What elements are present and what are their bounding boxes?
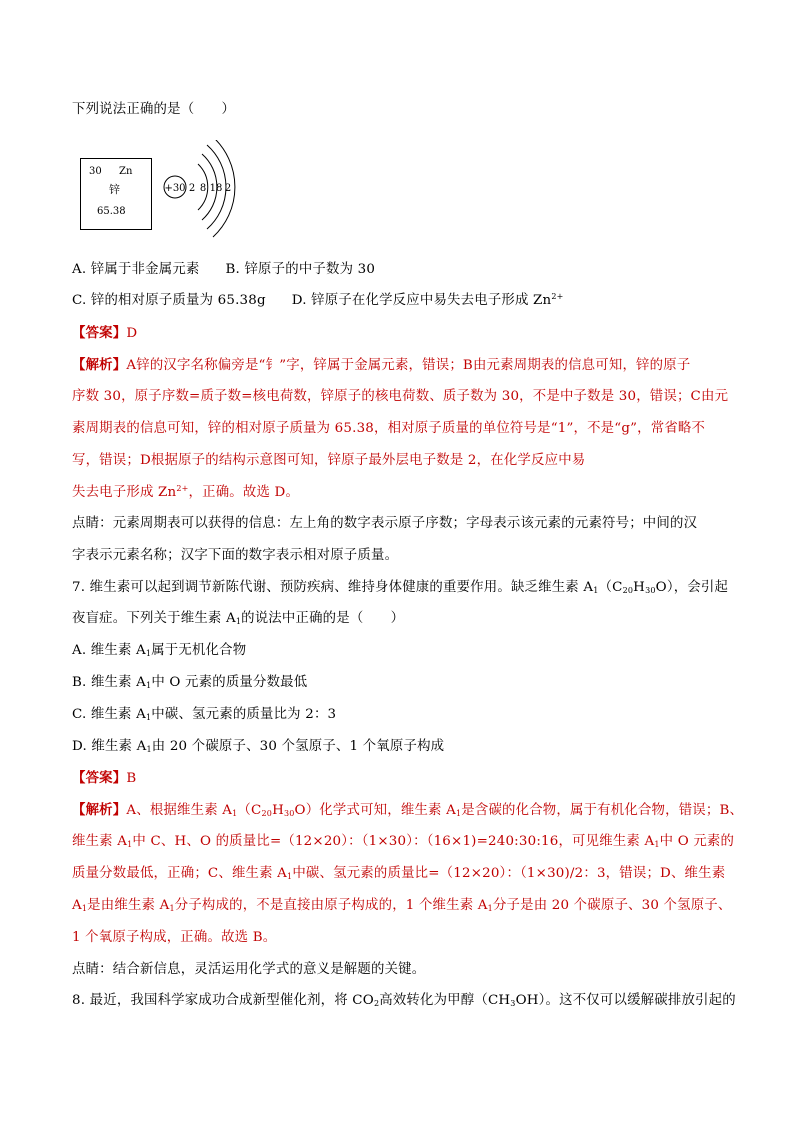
subscript: 1 [169, 904, 175, 913]
q7-analysis-line-2 [72, 832, 734, 852]
shell-1-count: 2 [188, 183, 196, 194]
question-7-stem-2 [72, 609, 404, 629]
subscript: 20 [622, 586, 634, 595]
option-b: B. 锌原子的中子数为 30 [225, 262, 376, 277]
analysis-tag: 【解析】 [72, 357, 127, 373]
subscript: 30 [283, 809, 295, 818]
answer-value: B [126, 771, 137, 786]
q7-analysis-line-3 [72, 864, 725, 884]
option-c: C. 锌的相对原子质量为 65.38g [72, 293, 266, 308]
analysis-text: 中碳、氢元素的质量比=（12×20）：（1×30)/2：3，错误；D、维生素 [292, 866, 726, 881]
option-text: B. 维生素 A [72, 675, 147, 690]
subscript: 2 [373, 999, 380, 1008]
analysis-line-1 [72, 355, 690, 376]
stem-text: 8. 最近，我国科学家成功合成新型催化剂，将 CO [72, 993, 374, 1008]
analysis-text: 中 C、H、O 的质量比=（12×20）：（1×30）：（16×1)=240:30:16，可见维生素 A [132, 834, 655, 849]
option-text: 中碳、氢元素的质量比为 2：3 [151, 707, 337, 722]
superscript: 2+ [176, 484, 189, 493]
subscript: 1 [146, 745, 152, 754]
option-text: 属于无机化合物 [151, 643, 247, 658]
subscript: 1 [145, 713, 152, 722]
q7-answer-line [72, 768, 136, 789]
subscript: 1 [127, 840, 133, 849]
stem-text: 高效转化为甲醇（CH [379, 993, 511, 1008]
stem-text: H [633, 580, 646, 595]
q7-option-c [72, 705, 336, 725]
answer-tag: 【答案】 [72, 770, 127, 786]
option-text: 由 20 个碳原子、30 个氢原子、1 个氧原子构成 [151, 739, 445, 754]
analysis-text: 是由维生素 A [87, 898, 170, 913]
subscript: 1 [146, 681, 152, 690]
q7-option-d [72, 737, 444, 757]
option-d: D. 锌原子在化学反应中易失去电子形成 Zn [291, 293, 552, 308]
analysis-text: A [72, 898, 82, 913]
q7-analysis-line-4 [72, 896, 731, 916]
subscript: 20 [261, 809, 273, 818]
atomic-structure-diagram [80, 140, 260, 240]
answer-line [72, 323, 137, 344]
analysis-line-2: 序数 30，原子序数=质子数=核电荷数，锌原子的核电荷数、质子数为 30，不是中子数是 30，错误；C由元 [72, 389, 729, 404]
q7-analysis-line-1 [72, 800, 743, 821]
shell-2-count: 8 [199, 183, 207, 194]
subscript: 1 [455, 809, 462, 818]
subscript: 30 [645, 586, 656, 595]
option-text: C. 维生素 A [72, 707, 146, 722]
nucleus-charge: +30 [164, 183, 186, 194]
subscript: 1 [654, 840, 660, 849]
analysis-tag: 【解析】 [72, 802, 127, 818]
answer-tag: 【答案】 [72, 325, 127, 341]
subscript: 3 [510, 999, 516, 1008]
analysis-line-4: 写，错误；D根据原子的结构示意图可知，锌原子最外层电子数是 2，在化学反应中易 [72, 453, 586, 468]
tip-line-2: 字表示元素名称；汉字下面的数字表示相对原子质量。 [72, 548, 399, 563]
q7-option-b [72, 673, 307, 693]
option-text: A. 维生素 A [72, 643, 146, 658]
subscript: 1 [287, 872, 293, 881]
stem-text: O），会引起 [655, 580, 729, 595]
analysis-text: 分子是由 20 个碳原子、30 个氢原子、 [492, 898, 732, 913]
answer-value: D [126, 326, 138, 341]
option-row-cd [72, 291, 564, 311]
q7-tip: 点睛：结合新信息，灵活运用化学式的意义是解题的关键。 [72, 962, 426, 977]
question-8-stem [72, 991, 736, 1011]
subscript: 1 [593, 586, 599, 595]
superscript: 2+ [551, 292, 564, 301]
analysis-text: 中 O 元素的 [659, 834, 735, 849]
analysis-text: A、根据维生素 A [126, 803, 233, 818]
option-text: 中 O 元素的质量分数最低 [151, 675, 308, 690]
analysis-line-3: 素周期表的信息可知，锌的相对原子质量为 65.38，相对原子质量的单位符号是“1”，不是“g”，常省略不 [72, 421, 706, 436]
analysis-text: 分子构成的，不是直接由原子构成的，1 个维生素 A [174, 898, 488, 913]
subscript: 1 [232, 809, 238, 818]
shell-4-count: 2 [224, 183, 232, 194]
shell-3-count: 18 [209, 183, 223, 194]
analysis-text: 失去电子形成 Zn [72, 485, 177, 500]
element-name: 锌 [109, 183, 120, 196]
q7-analysis-line-5: 1 个氧原子构成，正确。故选 B。 [72, 930, 277, 945]
analysis-text: 是含碳的化合物，属于有机化合物，错误；B、 [461, 803, 744, 818]
question-6-stem: 下列说法正确的是（ ） [72, 102, 236, 117]
analysis-text: 质量分数最低，正确；C、维生素 A [72, 866, 288, 881]
stem-text: OH）。这不仅可以缓解碳排放引起的 [515, 993, 736, 1008]
tip-line-1: 点睛：元素周期表可以获得的信息：左上角的数字表示原子序数；字母表示该元素的元素符号；中间的汉 [72, 516, 698, 531]
analysis-text: ，正确。故选 D。 [188, 485, 300, 500]
subscript: 1 [145, 649, 152, 658]
analysis-text: H [272, 803, 284, 818]
element-symbol: Zn [119, 166, 133, 177]
zinc-figure [80, 140, 260, 240]
subscript: 1 [235, 617, 242, 626]
stem-text: 夜盲症。下列关于维生素 A [72, 611, 236, 626]
stem-text: 的说法中正确的是（ ） [241, 611, 405, 626]
stem-text: （C [598, 580, 623, 595]
stem-text: 7. 维生素可以起到调节新陈代谢、预防疾病、维持身体健康的重要作用。缺乏维生素 A [72, 580, 594, 595]
analysis-text: 维生素 A [72, 834, 128, 849]
option-row-ab [72, 260, 375, 280]
option-text: D. 维生素 A [72, 739, 147, 754]
subscript: 1 [81, 904, 88, 913]
q7-option-a [72, 641, 246, 661]
analysis-text: A锌的汉字名称偏旁是“钅”字，锌属于金属元素，错误；B由元素周期表的信息可知，锌的原子 [126, 358, 691, 373]
option-a: A. 锌属于非金属元素 [72, 262, 200, 277]
subscript: 1 [487, 904, 493, 913]
question-7-stem-1 [72, 578, 728, 598]
analysis-text: O）化学式可知，维生素 A [294, 803, 456, 818]
atomic-number: 30 [89, 166, 102, 177]
atomic-mass: 65.38 [97, 206, 126, 217]
analysis-text: （C [237, 803, 262, 818]
analysis-line-5 [72, 483, 299, 503]
